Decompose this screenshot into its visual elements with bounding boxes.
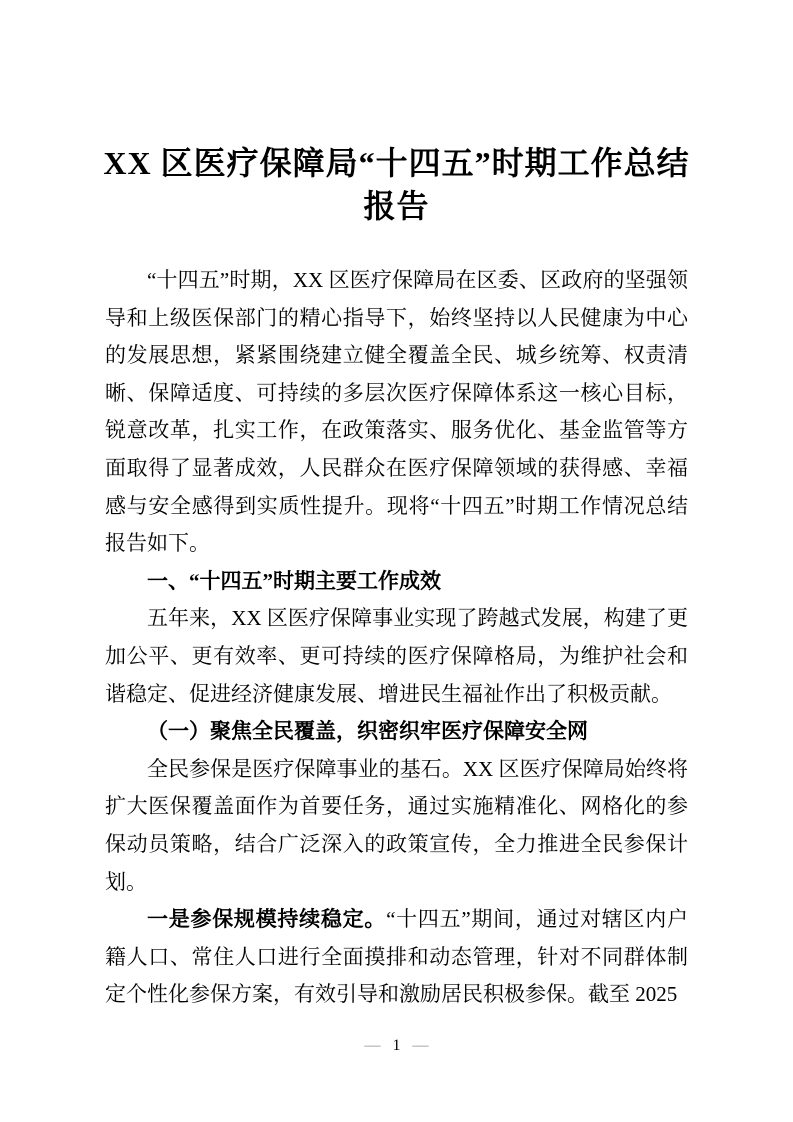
document-title: XX 区医疗保障局“十四五”时期工作总结报告 bbox=[103, 145, 690, 224]
paragraph-five-year-overview: 五年来，XX 区医疗保障事业实现了跨越式发展，构建了更加公平、更有效率、更可持续的医疗保障格局，为维护社会和谐稳定、促进经济健康发展、增进民生福祉作出了积极贡献。 bbox=[105, 606, 688, 706]
page-footer bbox=[0, 1035, 793, 1057]
document-body bbox=[105, 262, 688, 1014]
paragraph-universal-enrollment: 全民参保是医疗保障事业的基石。XX 区医疗保障局始终将扩大医保覆盖面作为首要任务，通过实施精准化、网格化的参保动员策略，结合广泛深入的政策宣传，全力推进全民参保计划。 bbox=[105, 756, 688, 894]
footer-right-dash: — bbox=[412, 1037, 429, 1054]
paragraph-intro: “十四五”时期，XX 区医疗保障局在区委、区政府的坚强领导和上级医保部门的精心指导下，始终坚持以人民健康为中心的发展思想，紧紧围绕建立健全覆盖全民、城乡统筹、权责清晰、保障适度、可持续的多层次医疗保障体系这一核心目标，锐意改革，扎实工作，在政策落实、服务优化、基金监管等方面取得了显著成效，人民群众在医疗保障领域的获得感、幸福感与安全感得到实质性提升。现将“十四五”时期工作情况总结报告如下。 bbox=[105, 268, 688, 556]
subsection-heading-full-coverage: （一）聚焦全民覆盖，织密织牢医疗保障安全网 bbox=[147, 719, 588, 744]
page-number: 1 bbox=[392, 1037, 401, 1054]
paragraph-lead-rest: “十四五”期间，通过对辖区内户籍人口、常住人口进行全面摸排和动态管理，针对不同群体制定个性化参保方案，有效引导和激励居民积极参保。截至 2025 bbox=[105, 907, 688, 1007]
footer-left-dash: — bbox=[364, 1037, 381, 1054]
paragraph-enrollment-scale bbox=[105, 901, 688, 1014]
paragraph-bold-lead: 一是参保规模持续稳定。 bbox=[147, 907, 387, 932]
section-heading-main-achievements: 一、“十四五”时期主要工作成效 bbox=[147, 568, 441, 593]
